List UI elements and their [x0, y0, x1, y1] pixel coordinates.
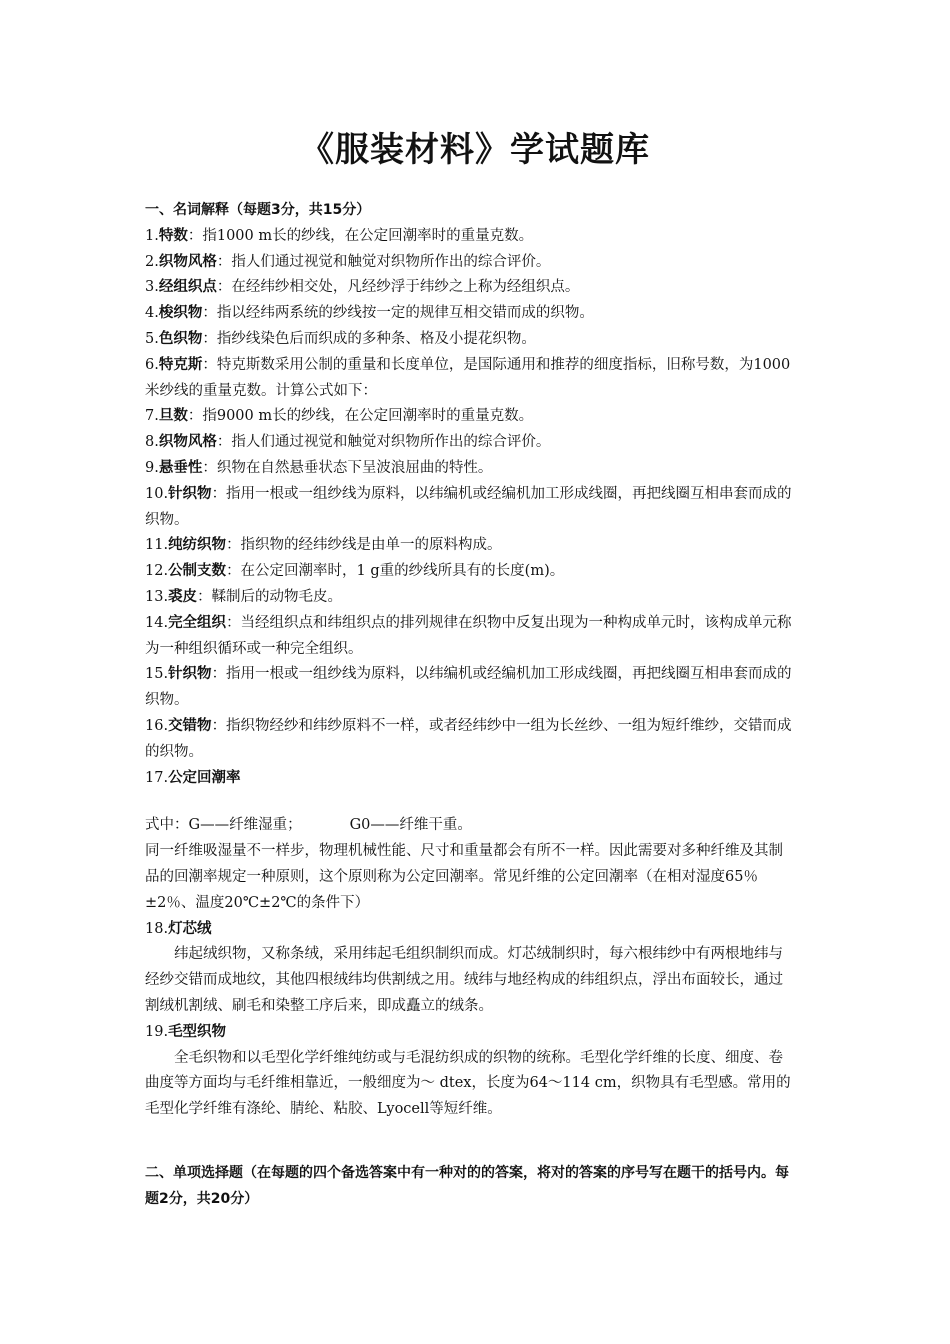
definition-item — [145, 301, 793, 327]
section-spacer — [145, 1123, 793, 1161]
item-definition: ：指人们通过视觉和触觉对织物所作出的综合评价。 — [216, 253, 551, 270]
definition-item — [145, 430, 793, 456]
item-definition: ：指9000 m长的纱线，在公定回潮率时的重量克数。 — [187, 408, 534, 425]
item-term: 公制支数 — [168, 563, 227, 580]
formula-g-label: 式中：G——纤维湿重； — [145, 817, 302, 834]
item-term: 经组织点 — [158, 279, 217, 296]
item-term: 旦数 — [158, 408, 188, 425]
item-number: 8. — [145, 434, 159, 451]
definition-item — [145, 559, 793, 585]
item-definition: ：指1000 m长的纱线，在公定回潮率时的重量克数。 — [187, 227, 534, 244]
item-term: 灯芯绒 — [168, 920, 212, 937]
item-definition: ：织物在自然悬垂状态下呈波浪屈曲的特性。 — [202, 459, 493, 476]
item-number: 17. — [145, 769, 169, 786]
section-1-heading: 一、名词解释（每题3分，共15分） — [145, 202, 371, 218]
section-2-heading: 二、单项选择题（在每题的四个备选答案中有一种对的的答案，将对的答案的序号写在题干的括号内。每题2分，共20分） — [145, 1164, 789, 1207]
definition-item — [145, 662, 793, 714]
item-term: 织物风格 — [158, 434, 217, 451]
item-number: 13. — [145, 588, 169, 605]
item-number: 12. — [145, 563, 169, 580]
item-term: 色织物 — [158, 330, 203, 347]
item-number: 14. — [145, 614, 169, 631]
definition-item — [145, 585, 793, 611]
definition-item-17 — [145, 766, 793, 792]
item-number: 5. — [145, 330, 159, 347]
item-term: 交错物 — [168, 717, 212, 734]
item-term: 悬垂性 — [158, 459, 203, 476]
item-number: 4. — [145, 305, 159, 322]
item-term: 特克斯 — [158, 356, 203, 373]
item-number: 9. — [145, 459, 159, 476]
item-term: 特数 — [158, 227, 188, 244]
item-number: 18. — [145, 920, 169, 937]
item-number: 3. — [145, 279, 159, 296]
item-number: 16. — [145, 717, 169, 734]
item-number: 19. — [145, 1023, 169, 1040]
item-number: 11. — [145, 537, 169, 554]
definition-item — [145, 456, 793, 482]
item-term: 毛型织物 — [168, 1023, 227, 1040]
item-definition: ：指人们通过视觉和触觉对织物所作出的综合评价。 — [216, 434, 551, 451]
item-definition: ：当经组织点和纬组织点的排列规律在织物中反复出现为一种构成单元时，该构成单元称为一种组织循环或一种完全组织。 — [145, 614, 792, 657]
formula-placeholder — [145, 791, 793, 813]
item-definition: ：指织物经纱和纬纱原料不一样，或者经纬纱中一组为长丝纱、一组为短纤维纱，交错而成的织物。 — [145, 717, 792, 760]
item-18-text: 纬起绒织物，又称条绒，采用纬起毛组织制织而成。灯芯绒制织时，每六根纬纱中有两根地纬与经纱交错而成地纹，其他四根绒纬均供割绒之用。绒纬与地经构成的纬组织点，浮出布面较长，通过割绒机割绒、刷毛和染整工序后来，即成矗立的绒条。 — [145, 946, 783, 1014]
formula-g0-label: G0——纤维干重。 — [349, 817, 472, 834]
definition-item — [145, 611, 793, 663]
item-term: 裘皮 — [168, 588, 198, 605]
item-term: 纯纺织物 — [168, 537, 227, 554]
item-term: 梭织物 — [158, 305, 203, 322]
item-number: 1. — [145, 227, 159, 244]
definition-item — [145, 404, 793, 430]
item-17-text: 同一纤维吸湿量不一样步，物理机械性能、尺寸和重量都会有所不一样。因此需要对多种纤维及其制品的回潮率规定一种原则，这个原则称为公定回潮率。常见纤维的公定回潮率（在相对湿度65％±2％、温度20℃±2℃的条件下） — [145, 843, 783, 911]
item-definition: ：在经纬纱相交处，凡经纱浮于纬纱之上称为经组织点。 — [216, 279, 580, 296]
item-term: 公定回潮率 — [168, 769, 241, 786]
item-definition: ：鞣制后的动物毛皮。 — [197, 588, 343, 605]
definition-list — [145, 224, 793, 766]
definition-item-18 — [145, 917, 793, 943]
definition-item-19 — [145, 1020, 793, 1046]
item-term: 针织物 — [168, 485, 212, 502]
item-definition: ：指以经纬两系统的纱线按一定的规律互相交错而成的织物。 — [202, 305, 594, 322]
item-definition: ：特克斯数采用公制的重量和长度单位，是国际通用和推荐的细度指标，旧称号数，为1000米纱线的重量克数。计算公式如下： — [145, 356, 791, 399]
document-body — [145, 198, 793, 1212]
definition-item — [145, 224, 793, 250]
definition-item — [145, 714, 793, 766]
item-term: 织物风格 — [158, 253, 217, 270]
item-number: 7. — [145, 408, 159, 425]
item-19-text: 全毛织物和以毛型化学纤维纯纺或与毛混纺织成的织物的统称。毛型化学纤维的长度、细度、卷曲度等方面均与毛纤维相靠近，一般细度为～ dtex，长度为64～114 cm，织物具有毛型感。常用的毛型化学纤维有涤纶、腈纶、粘胶、Lyocell等短纤维。 — [145, 1049, 791, 1118]
definition-item — [145, 275, 793, 301]
definition-item — [145, 533, 793, 559]
item-definition: ：指用一根或一组纱线为原料，以纬编机或经编机加工形成线圈，再把线圈互相串套而成的织物。 — [145, 485, 792, 528]
item-number: 2. — [145, 253, 159, 270]
item-definition: ：指织物的经纬纱线是由单一的原料构成。 — [226, 537, 502, 554]
item-term: 针织物 — [168, 666, 212, 683]
item-number: 6. — [145, 356, 159, 373]
definition-item — [145, 482, 793, 534]
item-number: 10. — [145, 485, 169, 502]
definition-item — [145, 327, 793, 353]
item-definition: ：指纱线染色后而织成的多种条、格及小提花织物。 — [202, 330, 536, 347]
definition-item — [145, 353, 793, 405]
document-title: 《服装材料》学试题库 — [300, 130, 650, 170]
item-term: 完全组织 — [168, 614, 227, 631]
item-definition: ：在公定回潮率时，1 g重的纱线所具有的长度(m)。 — [226, 563, 565, 580]
item-definition: ：指用一根或一组纱线为原料，以纬编机或经编机加工形成线圈，再把线圈互相串套而成的织物。 — [145, 666, 792, 709]
definition-item — [145, 250, 793, 276]
item-number: 15. — [145, 666, 169, 683]
formula-legend — [145, 813, 793, 839]
